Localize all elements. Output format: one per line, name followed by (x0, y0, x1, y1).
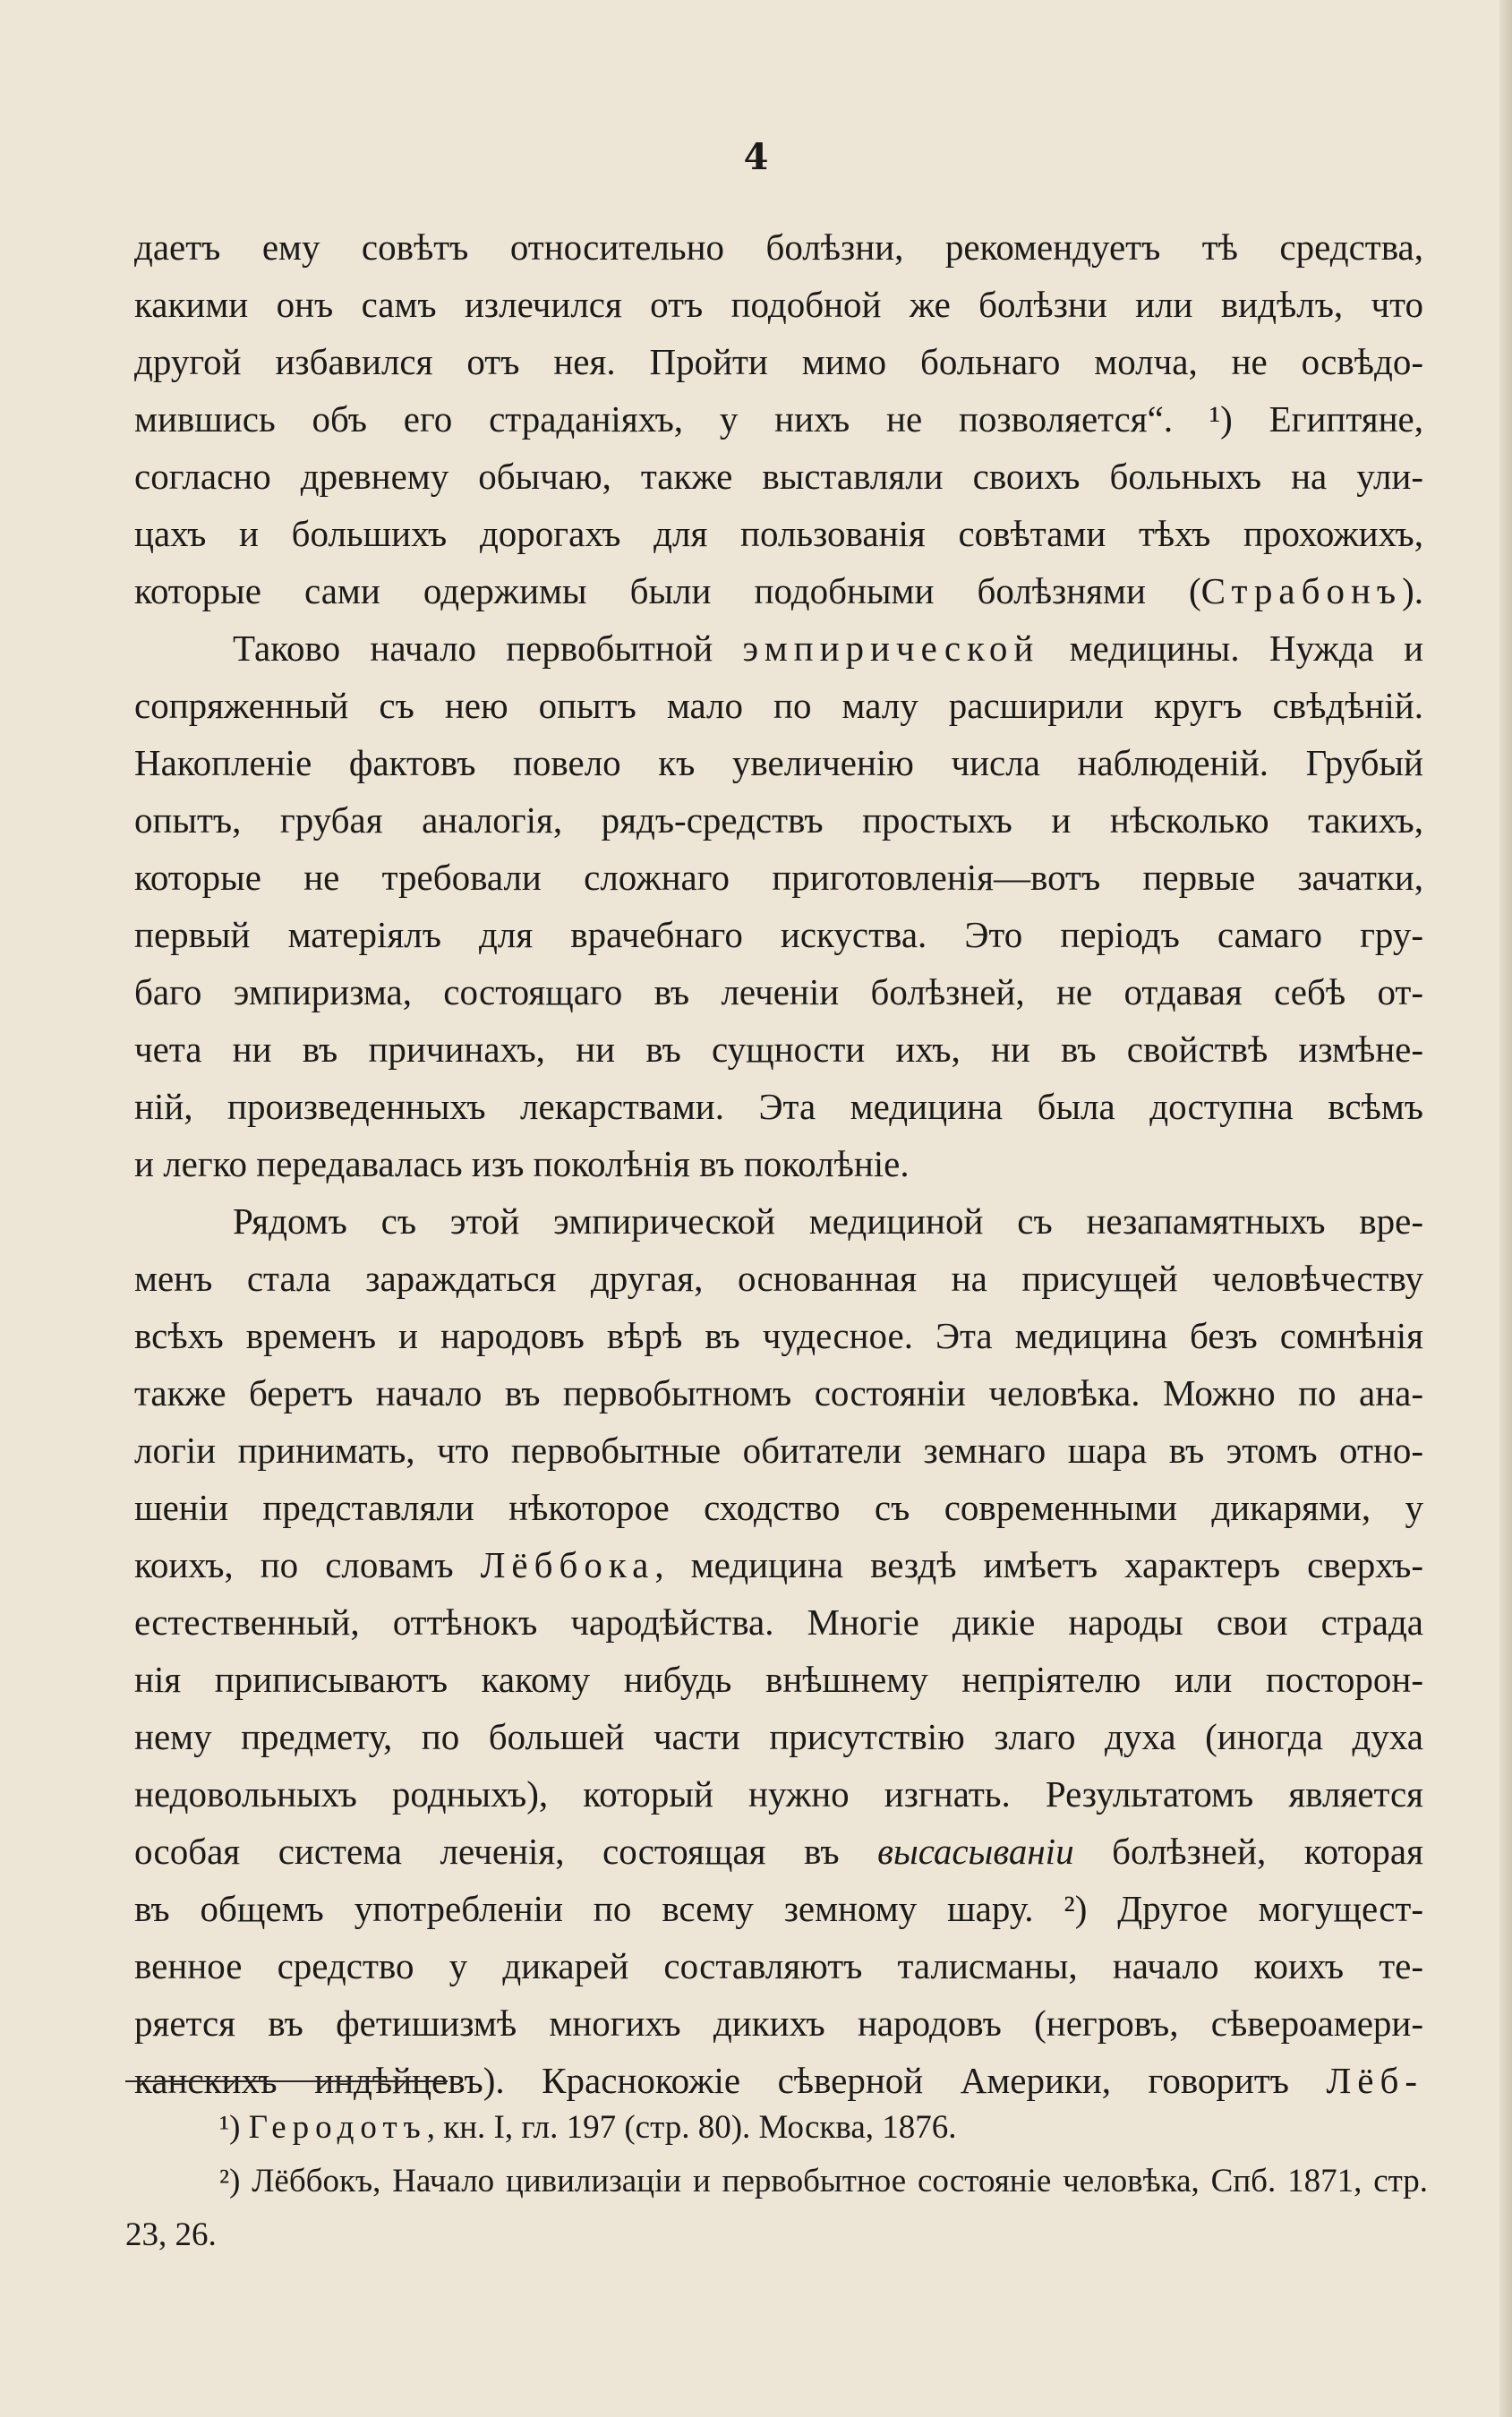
footnotes (125, 2101, 1428, 2262)
footnote-1 (125, 2101, 1428, 2155)
text-line: которые не требовали сложнаго приготовленія—вотъ первые зачатки, (134, 857, 1423, 898)
text-line: венное средство у дикарей составляютъ талисманы, начало коихъ те- (134, 1945, 1423, 1986)
paragraph-2 (134, 619, 1423, 1192)
text-line: какими онъ самъ излечился отъ подобной же болѣзни или видѣлъ, что (134, 284, 1423, 325)
paragraph-3 (134, 1192, 1423, 2109)
text-span: Таково начало первобытной (233, 628, 743, 669)
footnote-author: Геродотъ (248, 2109, 427, 2146)
footnote-author: Лёббокъ (252, 2163, 373, 2199)
scan-edge-shadow (1499, 0, 1512, 2417)
text-line: шеніи представляли нѣкоторое сходство съ современными дикарями, у (134, 1487, 1423, 1528)
text-line: баго эмпиризма, состоящаго въ леченіи болѣзней, не отдавая себѣ от- (134, 971, 1423, 1012)
footnote-2 (125, 2155, 1428, 2262)
footnote-divider (125, 2080, 448, 2082)
author-name-spaced: Лёббока (480, 1544, 655, 1585)
text-line: всѣхъ временъ и народовъ вѣрѣ въ чудесное. Эта медицина безъ сомнѣнія (134, 1315, 1423, 1356)
text-line: менъ стала зараждаться другая, основанная на присущей человѣчеству (134, 1258, 1423, 1299)
text-span: , медицина вездѣ имѣетъ характеръ сверхъ- (654, 1544, 1423, 1585)
text-span: коихъ, по словамъ (134, 1544, 481, 1585)
footnote-text: , кн. I, гл. 197 (стр. 80). Москва, 1876. (426, 2109, 957, 2146)
text-line: также беретъ начало въ первобытномъ состояніи человѣка. Можно по ана- (134, 1372, 1423, 1413)
text-line (134, 1823, 1423, 1880)
text-line (134, 1536, 1423, 1593)
text-line: другой избавился отъ нея. Пройти мимо больнаго молча, не освѣдо- (134, 341, 1423, 382)
text-line: ній, произведенныхъ лекарствами. Эта медицина была доступна всѣмъ (134, 1086, 1423, 1127)
text-span: канскихъ индѣйцевъ). Краснокожіе сѣверной Америки, говоритъ (134, 2060, 1327, 2101)
emphasis-spaced: эмпирической (742, 628, 1040, 669)
text-line (134, 619, 1423, 677)
author-name-spaced: Страбонъ (1200, 570, 1403, 611)
text-line: цахъ и большихъ дорогахъ для пользованія совѣтами тѣхъ прохожихъ, (134, 513, 1423, 554)
text-span: которые сами одержимы были подобными болѣзнями ( (134, 570, 1201, 611)
text-line (134, 1192, 1423, 1250)
text-line: нія приписываютъ какому нибудь внѣшнему непріятелю или посторон- (134, 1659, 1423, 1700)
text-span: медицины. Нужда и (1039, 628, 1424, 669)
text-span: ). (1402, 570, 1423, 611)
italic-term: высасываніи (877, 1831, 1074, 1872)
footnote-marker: ²) (219, 2163, 241, 2199)
text-line: сопряженный съ нею опытъ мало по малу расширили кругъ свѣдѣній. (134, 685, 1423, 726)
page-number: 4 (743, 136, 769, 178)
text-span: Рядомъ съ этой эмпирической медициной съ незапамятныхъ вре- (233, 1200, 1423, 1242)
text-line: естественный, оттѣнокъ чародѣйства. Многіе дикіе народы свои страда (134, 1601, 1423, 1643)
body-text (134, 218, 1423, 2109)
text-line: логіи принимать, что первобытные обитатели земнаго шара въ этомъ отно- (134, 1430, 1423, 1471)
footnote-text: , Начало цивилизаціи и первобытное состояніе человѣка, Спб. 1871, стр. 23, 26. (125, 2163, 1428, 2253)
text-line: Накопленіе фактовъ повело къ увеличенію числа наблюденій. Грубый (134, 742, 1423, 783)
text-line: согласно древнему обычаю, также выставляли своихъ больныхъ на ули- (134, 456, 1423, 497)
author-name-spaced: Лёб- (1326, 2060, 1423, 2101)
text-line: чета ни въ причинахъ, ни въ сущности ихъ, ни въ свойствѣ измѣне- (134, 1029, 1423, 1070)
text-line: опытъ, грубая аналогія, рядъ-средствъ простыхъ и нѣсколько такихъ, (134, 799, 1423, 841)
text-line: ряется въ фетишизмѣ многихъ дикихъ народовъ (негровъ, сѣвероамери- (134, 2003, 1423, 2044)
text-line: и легко передавалась изъ поколѣнія въ поколѣніе. (134, 1143, 910, 1184)
text-line: даетъ ему совѣтъ относительно болѣзни, рекомендуетъ тѣ средства, (134, 226, 1423, 268)
text-span: болѣзней, которая (1073, 1831, 1423, 1872)
text-line: нему предмету, по большей части присутствію злаго духа (иногда духа (134, 1716, 1423, 1757)
footnote-marker: ¹) (219, 2109, 241, 2146)
paragraph-1 (134, 218, 1423, 619)
text-line: недовольныхъ родныхъ), который нужно изгнать. Результатомъ является (134, 1773, 1423, 1815)
text-line: первый матеріялъ для врачебнаго искуства. Это періодъ самаго гру- (134, 914, 1423, 955)
text-span: особая система леченія, состоящая въ (134, 1831, 878, 1872)
text-line: мившись объ его страданіяхъ, у нихъ не позволяется“. ¹) Египтяне, (134, 398, 1423, 440)
text-line: въ общемъ употребленіи по всему земному шару. ²) Другое могущест- (134, 1888, 1423, 1929)
text-line (134, 562, 1423, 619)
